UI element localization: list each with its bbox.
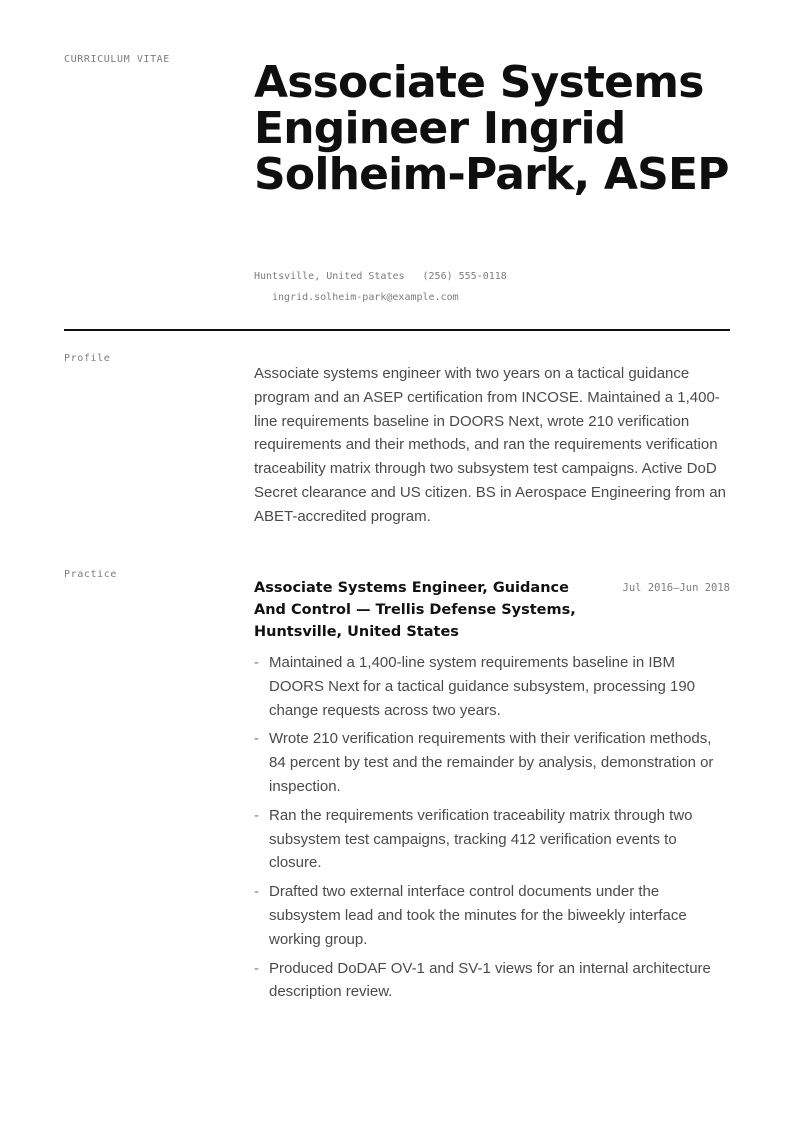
job-header bbox=[254, 577, 730, 645]
bullet-text: Wrote 210 verification requirements with their verification methods, 84 percent by test and the remainder by analysis, demonstration or inspection. bbox=[269, 730, 714, 795]
job-entry bbox=[254, 577, 730, 1009]
bullet-marker: - bbox=[254, 654, 259, 671]
bullet-text: Ran the requirements verification traceability matrix through two subsystem test campaigns, tracking 412 verification events to closure. bbox=[269, 806, 693, 872]
profile-summary: Associate systems engineer with two years on a tactical guidance program and an ASEP certification from INCOSE. Maintained a 1,400-line requirements baseline in DOORS Next, wrote 210 verification requirements and their methods, and ran the requirements verification traceability matrix through two subsystem test campaigns. Active DoD Secret clearance and US citizen. BS in Aerospace Engineering from an ABET-accredited program. bbox=[254, 365, 726, 525]
bullet-text: Produced DoDAF OV-1 and SV-1 views for an internal architecture description review. bbox=[269, 959, 711, 1001]
bullet-marker: - bbox=[254, 806, 259, 824]
candidate-name: Associate Systems Engineer Ingrid Solheim-Park, ASEP bbox=[254, 57, 729, 200]
bullet-marker: - bbox=[254, 883, 259, 901]
header-divider bbox=[64, 329, 730, 331]
job-bullet-list bbox=[254, 651, 730, 1004]
location-text: Huntsville, United States bbox=[254, 271, 405, 282]
job-title: Associate Systems Engineer, Guidance And Control — Trellis Defense Systems, Huntsville, United States bbox=[254, 580, 576, 640]
bullet-text: Drafted two external interface control documents under the subsystem lead and took the minutes for the biweekly interface working group. bbox=[269, 883, 687, 948]
job-bullet bbox=[254, 651, 730, 722]
contact-info bbox=[254, 266, 730, 308]
job-bullet bbox=[254, 880, 730, 951]
email-link[interactable]: ingrid.solheim-park@example.com bbox=[272, 292, 459, 303]
job-bullet bbox=[254, 727, 730, 798]
profile-section-label: Profile bbox=[64, 353, 111, 364]
phone-text: (256) 555-0118 bbox=[422, 271, 507, 282]
bullet-marker: - bbox=[254, 959, 259, 977]
practice-section-label: Practice bbox=[64, 569, 117, 580]
bullet-text: Maintained a 1,400-line system requirements baseline in IBM DOORS Next for a tactical guidance subsystem, processing 190 change requests across two years. bbox=[269, 654, 696, 719]
job-bullet bbox=[254, 957, 730, 1005]
document-kicker: CURRICULUM VITAE bbox=[64, 54, 170, 65]
job-bullet bbox=[254, 804, 730, 875]
job-dates: Jul 2016–Jun 2018 bbox=[622, 582, 730, 594]
bullet-marker: - bbox=[254, 730, 259, 748]
